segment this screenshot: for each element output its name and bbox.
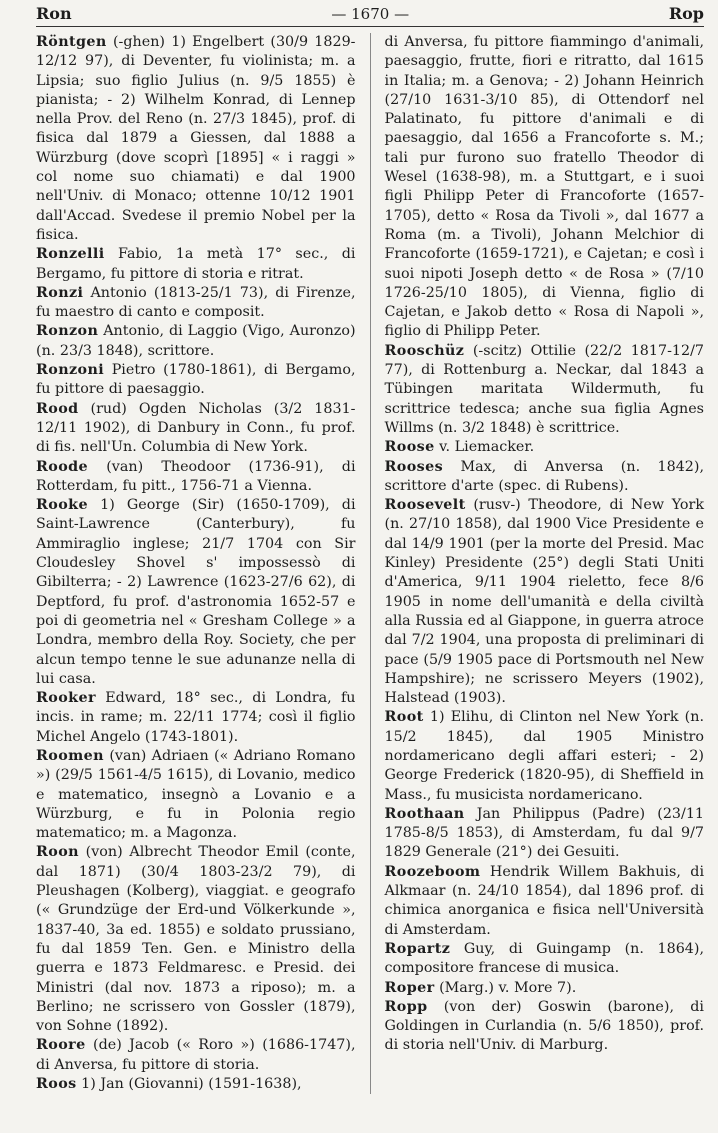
dictionary-entry (36, 245, 356, 284)
entry-text: Jan Philippus (Padre) (23/11 1785-8/5 1853), di Amsterdam, fu dal 9/7 1829 Generale (21°) dei Gesuiti. (384, 805, 705, 861)
entry-headword: Röntgen (36, 34, 107, 50)
entry-headword: Ronzoni (36, 362, 105, 379)
entry-headword: Rooses (384, 458, 444, 475)
entry-headword: Roore (36, 1037, 86, 1054)
entry-text: Edward, 18° sec., di Londra, fu incis. in rame; m. 22/11 1774; così il figlio Michel Angelo (1743-1801). (36, 690, 356, 745)
entry-headword: Ronzon (36, 323, 99, 340)
dictionary-entry (385, 805, 705, 863)
entry-text: Antonio (1813-25/1 73), di Firenze, fu maestro di canto e composit. (36, 284, 356, 321)
entry-headword: Rooschüz (384, 342, 465, 359)
entry-text: Max, di Anversa (n. 1842), scrittore d'arte (spec. di Rubens). (384, 458, 705, 494)
dictionary-entry (385, 979, 705, 998)
entry-text: Pietro (1780-1861), di Bergamo, fu pittore di paesaggio. (36, 362, 356, 398)
column-divider (370, 33, 371, 1094)
dictionary-entry (36, 284, 356, 323)
header-right-guide-word: Rop (668, 4, 704, 23)
entry-text: Hendrik Willem Bakhuis, di Alkmaar (n. 24/10 1854), dal 1896 prof. di chimica anorganica e fisica nell'Università di Amsterdam. (384, 863, 705, 938)
dictionary-entry (36, 496, 356, 689)
entry-headword: Roozeboom (384, 863, 481, 880)
entry-headword: Ropp (384, 998, 428, 1015)
dictionary-entry (36, 458, 356, 497)
entry-text: di Anversa, fu pittore fiammingo d'animali, paesaggio, frutte, fiori e ritratto, dal 1615 in Italia; m. a Genova; - 2) Johann Heinrich (27/10 1631-3/10 85), di Ottendorf nel Palatinato, fu pittore d'animali e di paesaggio, dal 1656 a Francoforte s. M.; tali pur furono suo fratello Theodor di Wesel (1638-98), m. a Stuttgart, e i suoi figli Philipp Peter di Francoforte (1657-1705), detto « Rosa da Tivoli », dal 1677 a Roma (m. a Tivoli), Johann Melchior di Francoforte (1659-1721), e Cajetan; e così i suoi nipoti Joseph detto « de Rosa » (7/10 1726-25/10 1805), di Vienna, figlio di Cajetan, e Jakob detto « Rosa di Napoli », figlio di Philipp Peter. (384, 34, 705, 340)
entry-headword: Ronzi (36, 284, 84, 301)
entry-headword: Rood (36, 400, 79, 417)
entry-headword: Ropartz (384, 940, 451, 957)
entry-headword: Ronzelli (36, 246, 105, 263)
dictionary-entry (385, 863, 705, 940)
entry-text: 1) Jan (Giovanni) (1591-1638), (81, 1076, 302, 1093)
entry-headword: Roode (36, 458, 89, 475)
entry-text: (von) Albrecht Theodor Emil (conte, dal 1871) (30/4 1803-23/2 79), di Pleushagen (Kolberg), viaggiat. e geografo (« Grundzüge der Erd-und Völkerkunde », 1837-40, 3a ed. 1855) e soldato prussiano, fu dal 1859 Ten. Gen. e Ministro della guerra e 1873 Feldmaresc. e Presid. dei Ministri (dal nov. 1873 a riposo); m. a Berlino; ne scrissero von Gossler (1879), von Sohne (1892). (36, 844, 356, 1035)
dictionary-entry (385, 438, 705, 457)
dictionary-entry (385, 342, 705, 438)
entry-text: (Marg.) v. More 7). (439, 979, 577, 996)
dictionary-entry (385, 33, 705, 342)
entry-text: Fabio, 1a metà 17° sec., di Bergamo, fu pittore di storia e ritrat. (36, 246, 356, 282)
running-head (36, 4, 704, 27)
entry-headword: Roothaan (384, 805, 465, 822)
entry-headword: Roos (36, 1076, 77, 1093)
entry-headword: Roose (384, 439, 435, 456)
left-column (36, 33, 356, 1094)
dictionary-entry (385, 998, 705, 1056)
dictionary-entry (36, 400, 356, 458)
entry-text: (rud) Ogden Nicholas (3/2 1831-12/11 1902), di Danbury in Conn., fu prof. di fis. nell'Un. Columbia di New York. (36, 400, 356, 456)
dictionary-entry (36, 689, 356, 747)
dictionary-entry (36, 747, 356, 843)
entry-headword: Root (384, 709, 424, 726)
entry-headword: Roosevelt (384, 497, 466, 514)
entry-text: (de) Jacob (« Roro ») (1686-1747), di Anversa, fu pittore di storia. (36, 1037, 356, 1073)
dictionary-entry (36, 361, 356, 400)
dictionary-entry (385, 458, 705, 497)
entry-headword: Rooke (36, 497, 88, 514)
entry-text: (van) Adriaen (« Adriano Romano ») (29/5 1561-4/5 1615), di Lovanio, medico e matematico, insegnò a Lovanio e a Würzburg, e fu in Polonia regio matematico; m. a Magonza. (36, 747, 356, 842)
entry-text: 1) Elihu, di Clinton nel New York (n. 15/2 1845), dal 1905 Ministro nordamericano degli affari esteri; - 2) George Frederick (1820-95), di Sheffield in Mass., fu musicista nordamericano. (384, 709, 705, 803)
entry-text: (von der) Goswin (barone), di Goldingen in Curlandia (n. 5/6 1850), prof. di storia nell'Univ. di Marburg. (384, 998, 705, 1054)
entry-text: Antonio, di Laggio (Vigo, Auronzo) (n. 23/3 1848), scrittore. (36, 323, 356, 359)
entry-text: v. Liemacker. (439, 439, 535, 456)
page-number: — 1670 — (331, 5, 410, 23)
dictionary-entry (385, 708, 705, 804)
entry-text: (-ghen) 1) Engelbert (30/9 1829-12/12 97), di Deventer, fu violinista; m. a Lipsia; suo figlio Julius (n. 9/5 1855) è pianista; - 2) Wilhelm Konrad, di Lennep nella Prov. del Reno (n. 27/3 1845), prof. di fisica dal 1879 a Giessen, dal 1888 a Würzburg (dove scoprì [1895] « i raggi » col nome suo chiamati) e dal 1900 nell'Univ. di Monaco; ottenne 10/12 1901 dall'Accad. Svedese il premio Nobel per la fisica. (36, 34, 356, 243)
entry-headword: Rooker (36, 690, 96, 707)
dictionary-entry (36, 322, 356, 361)
dictionary-entry (36, 1036, 356, 1075)
right-column (385, 33, 705, 1094)
entry-text: (-scitz) Ottilie (22/2 1817-12/7 77), di Rottenburg a. Neckar, dal 1843 a Tübingen maritata Wildermuth, fu scrittrice tedesca; anche sua figlia Agnes Willms (n. 3/2 1848) è scrittrice. (384, 342, 705, 436)
entry-text: (van) Theodoor (1736-91), di Rotterdam, fu pitt., 1756-71 a Vienna. (36, 458, 356, 494)
entry-text: 1) George (Sir) (1650-1709), di Saint-Lawrence (Canterbury), fu Ammiraglio inglese; 21/7 1704 con Sir Cloudesley Shovel s' impossessò di Gibilterra; - 2) Lawrence (1623-27/6 62), di Deptford, fu prof. d'astronomia 1652-57 e poi di geometria nel « Gresham College » a Londra, membro della Roy. Society, che per alcun tempo tenne le sue adunanze nella di lui casa. (36, 497, 356, 687)
entry-headword: Roomen (36, 747, 104, 764)
entry-text: (rusv-) Theodore, di New York (n. 27/10 1858), dal 1900 Vice Presidente e dal 14/9 1901 (per la morte del Presid. Mac Kinley) Presidente (25°) degli Stati Uniti d'America, 9/11 1904 rieletto, fece 8/6 1905 in nome dell'umanità e della civiltà alla Russia ed al Giappone, in guerra atroce dal 7/2 1904, una proposta di preliminari di pace (5/9 1905 pace di Portsmouth nel New Hampshire); ne scrissero Meyers (1902), Halstead (1903). (384, 497, 705, 707)
dictionary-entry (36, 33, 356, 245)
text-columns (36, 33, 704, 1094)
entry-headword: Roon (36, 844, 79, 861)
dictionary-entry (36, 843, 356, 1036)
dictionary-entry (385, 496, 705, 708)
entry-headword: Roper (384, 979, 435, 996)
dictionary-entry (385, 940, 705, 979)
header-left-guide-word: Ron (36, 4, 72, 23)
dictionary-entry (36, 1075, 356, 1094)
entry-text: Guy, di Guingamp (n. 1864), compositore francese di musica. (384, 940, 705, 977)
